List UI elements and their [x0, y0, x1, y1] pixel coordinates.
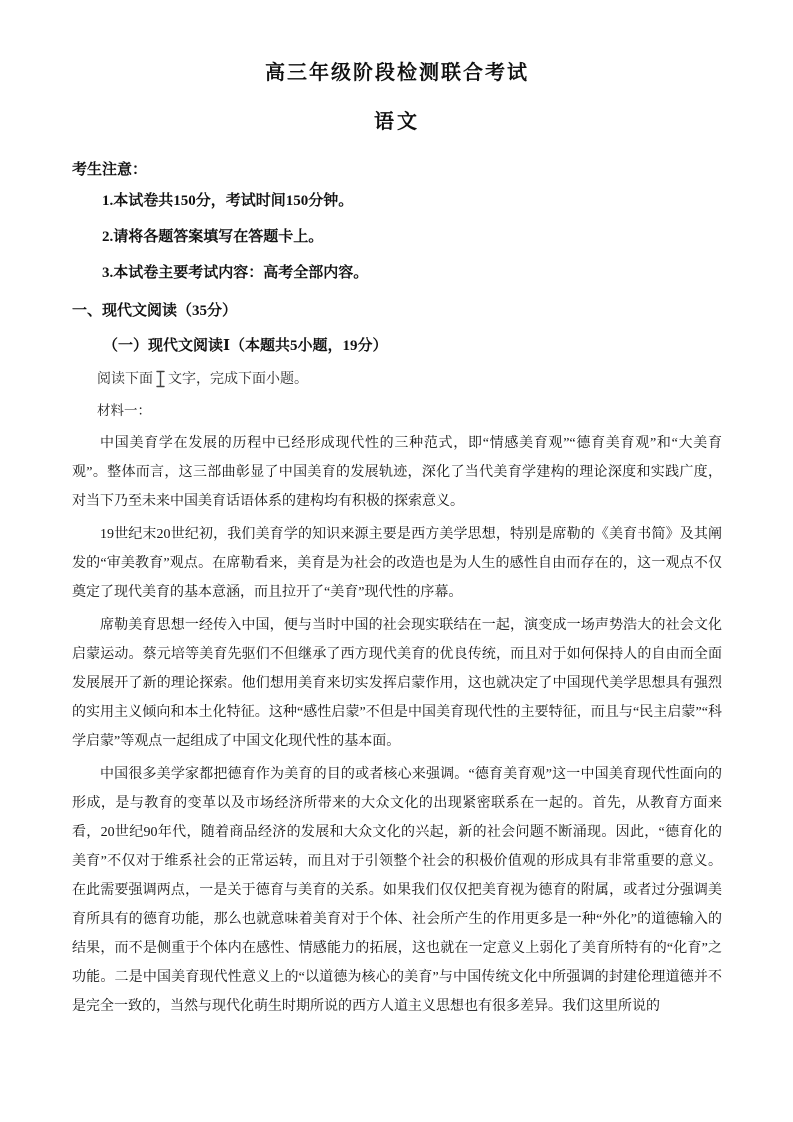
- material-paragraph: 19世纪末20世纪初，我们美育学的知识来源主要是西方美学思想，特别是席勒的《美育书简》及其阐发的“审美教育”观点。在席勒看来，美育是为社会的改造也是为人生的感性自由而存在的，这一观点不仅奠定了现代美育的基本意涵，而且拉开了“美育”现代性的序幕。: [72, 527, 722, 600]
- notice-block: [72, 158, 722, 283]
- reading-instruction-text-before: 阅读下面: [97, 372, 153, 387]
- reading-instruction: [72, 368, 722, 388]
- section-subheading: （一）现代文阅读Ⅰ（本题共5小题，19分）: [103, 338, 388, 354]
- material-paragraph: 中国美育学在发展的历程中已经形成现代性的三种范式，即“情感美育观”“德育美育观”和“大美育观”。整体而言，这三部曲彰显了中国美育的发展轨迹，深化了当代美育学建构的理论深度和实践广度，对当下乃至未来中国美育话语体系的建构均有积极的探索意义。: [72, 436, 722, 509]
- notice-item-1: 1.本试卷共150分，考试时间150分钟。: [102, 193, 354, 209]
- notice-item-3: 3.本试卷主要考试内容：高考全部内容。: [102, 265, 369, 281]
- material-body: [72, 429, 722, 1021]
- notice-heading: 考生注意：: [72, 162, 148, 178]
- section-heading: 一、现代文阅读（35分）: [72, 303, 238, 319]
- exam-subject: 语文: [374, 111, 420, 133]
- text-cursor-icon: [154, 370, 167, 388]
- material-paragraph: 席勒美育思想一经传入中国，便与当时中国的社会现实联结在一起，演变成一场声势浩大的社会文化启蒙运动。蔡元培等美育先驱们不但继承了西方现代美育的优良传统，而且对于如何保持人的自由而全面发展展开了新的理论探索。他们想用美育来切实发挥启蒙作用，这也就决定了中国现代美学思想具有强烈的实用主义倾向和本土化特征。这种“感性启蒙”不但是中国美育现代性的主要特征，而且与“民主启蒙”“科学启蒙”等观点一起组成了中国文化现代性的基本面。: [72, 618, 722, 749]
- exam-title: 高三年级阶段检测联合考试: [265, 62, 529, 84]
- material-paragraph: 中国很多美学家都把德育作为美育的目的或者核心来强调。“德育美育观”这一中国美育现代性面向的形成，是与教育的变革以及市场经济所带来的大众文化的出现紧密联系在一起的。首先，从教育方面来看，20世纪90年代，随着商品经济的发展和大众文化的兴起，新的社会问题不断涌现。因此，“德育化的美育”不仅对于维系社会的正常运转，而且对于引领整个社会的积极价值观的形成具有非常重要的意义。在此需要强调两点，一是关于德育与美育的关系。如果我们仅仅把美育视为德育的附属，或者过分强调美育所具有的德育功能，那么也就意味着美育对于个体、社会所产生的作用更多是一种“外化”的道德输入的结果，而不是侧重于个体内在感性、情感能力的拓展，这也就在一定意义上弱化了美育所特有的“化育”之功能。二是中国美育现代性意义上的“以道德为核心的美育”与中国传统文化中所强调的封建伦理道德并不是完全一致的，当然与现代化萌生时期所说的西方人道主义思想也有很多差异。我们这里所说的: [72, 767, 722, 1014]
- material-label: 材料一：: [97, 403, 151, 418]
- reading-instruction-text-after: 文字，完成下面小题。: [168, 372, 308, 387]
- notice-item-2: 2.请将各题答案填写在答题卡上。: [102, 229, 324, 245]
